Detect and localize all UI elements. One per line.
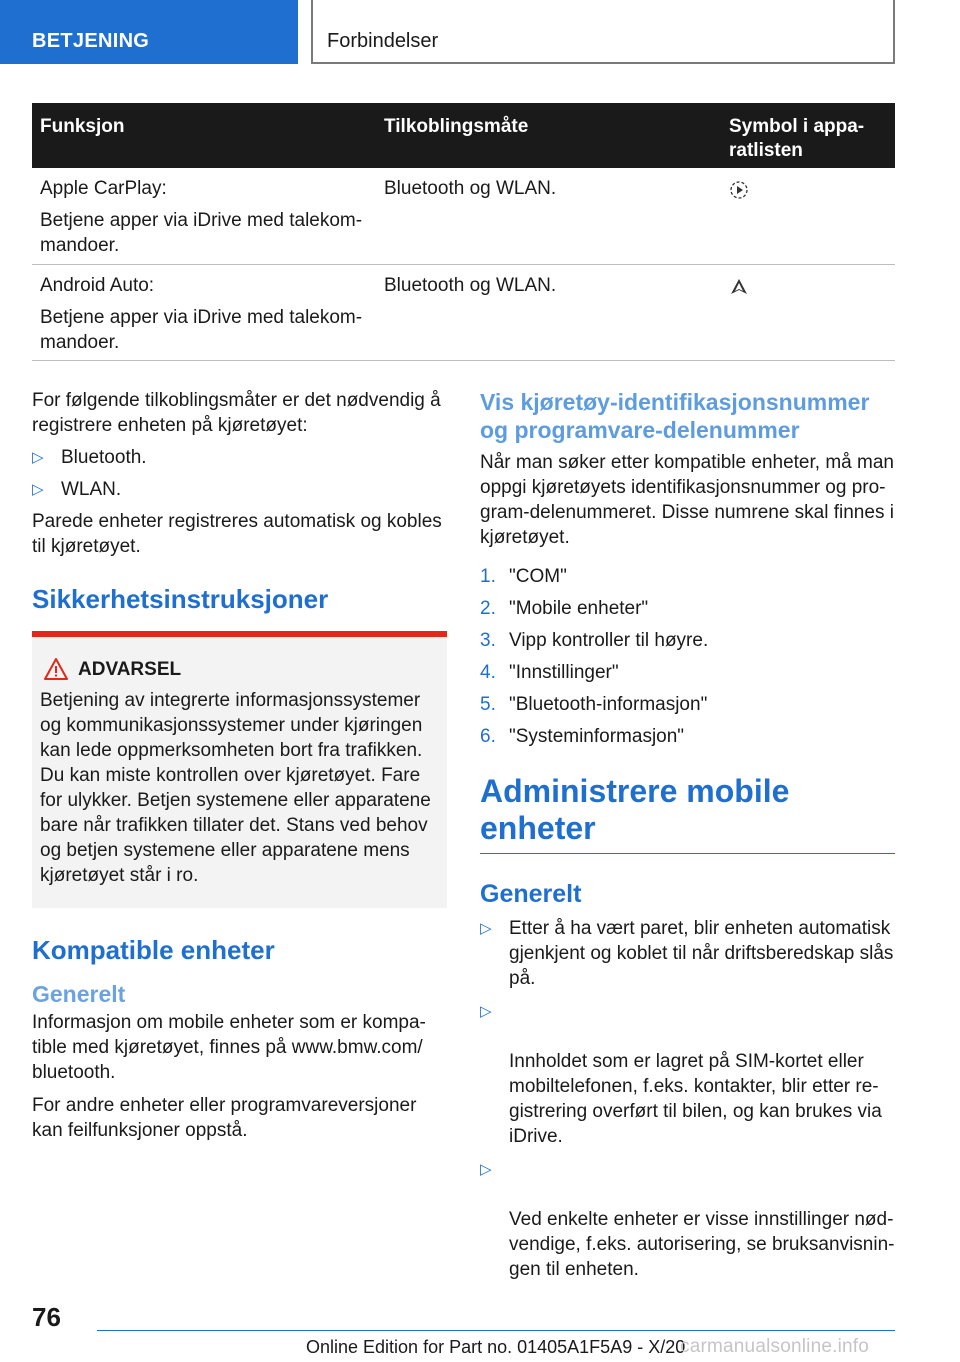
section-tab — [0, 0, 298, 64]
list-item — [480, 1157, 895, 1282]
step-text: Vipp kontroller til høyre. — [509, 630, 709, 651]
triangle-bullet-icon: ▷ — [32, 481, 44, 498]
list-item: 3. Vipp kontroller til høyre. — [480, 630, 709, 651]
watermark: carmanualsonline.info — [680, 1336, 870, 1357]
table-header-row — [32, 103, 895, 168]
triangle-bullet-icon: ▷ — [32, 449, 44, 466]
list-item: 6. "Systeminformasjon" — [480, 726, 685, 747]
step-text: "Systeminformasjon" — [509, 726, 685, 747]
function-desc: Betjene apper via iDrive med talekom- mandoer. — [40, 210, 363, 256]
function-name: Android Auto: — [40, 275, 155, 296]
table-header-connection: Tilkoblingsmåte — [384, 116, 529, 137]
left-column — [32, 388, 447, 1143]
list-item — [480, 999, 895, 1149]
steps-list — [480, 564, 895, 749]
warning-triangle-icon — [43, 657, 69, 681]
bullet-text: Etter å ha vært paret, blir enheten automatisk gjenkjent og koblet til når driftsberedskap slås på. — [509, 918, 894, 989]
admin-subheading: Generelt — [480, 880, 582, 908]
bullet-text: Innholdet som er lagret på SIM-kortet eller mobiltelefonen, f.eks. kontakter, blir etter re- gistrering overført til bilen, og kan brukes via iDrive. — [509, 1051, 882, 1147]
triangle-bullet-icon: ▷ — [480, 1161, 492, 1178]
vin-heading: Vis kjøretøy-identifikasjonsnummer og programvare-delenummer — [480, 389, 870, 443]
chapter-title: Forbindelser — [327, 30, 439, 52]
list-item: 1. "COM" — [480, 566, 567, 587]
step-text: "Mobile enheter" — [509, 598, 649, 619]
table-row — [32, 168, 895, 265]
table-cell-connection: Bluetooth og WLAN. — [384, 178, 557, 199]
android-auto-icon — [729, 277, 749, 297]
function-desc: Betjene apper via iDrive med talekom- mandoer. — [40, 307, 363, 353]
footer-divider — [97, 1330, 895, 1331]
table-header-function: Funksjon — [40, 116, 125, 137]
chapter-tab — [311, 0, 895, 64]
compat-subheading: Generelt — [32, 981, 126, 1007]
step-text: "Bluetooth-informasjon" — [509, 694, 708, 715]
compat-info: Informasjon om mobile enheter som er kompa- tible med kjøretøyet, finnes på www.bmw.com/ bluetooth. — [32, 1012, 426, 1083]
compat-heading: Kompatible enheter — [32, 935, 275, 965]
function-name: Apple CarPlay: — [40, 178, 167, 199]
registration-intro: For følgende tilkoblingsmåter er det nødvendig å registrere enheten på kjøretøyet: — [32, 390, 441, 436]
step-text: "COM" — [509, 566, 567, 587]
table-cell-function — [40, 273, 370, 355]
table-header-symbol: Symbol i appa- ratlisten — [729, 116, 865, 161]
footer-edition: Online Edition for Part no. 01405A1F5A9 - X/20 — [306, 1337, 686, 1357]
list-item: 2. "Mobile enheter" — [480, 598, 649, 619]
list-item: 4. "Innstillinger" — [480, 662, 619, 683]
right-column — [480, 388, 895, 1282]
triangle-bullet-icon: ▷ — [480, 1003, 492, 1020]
table-cell-function — [40, 176, 370, 258]
registration-outro: Parede enheter registreres automatisk og kobles til kjøretøyet. — [32, 511, 442, 557]
bullet-text: Bluetooth. — [61, 447, 147, 468]
triangle-bullet-icon: ▷ — [480, 920, 492, 937]
list-item — [32, 445, 447, 470]
compat-note: For andre enheter eller programvareversjoner kan feilfunksjoner oppstå. — [32, 1095, 417, 1141]
bullet-text: WLAN. — [61, 479, 122, 500]
table-row — [32, 265, 895, 361]
list-item — [32, 477, 447, 502]
warning-box — [32, 631, 447, 908]
admin-heading: Administrere mobile enheter — [480, 773, 895, 854]
step-text: "Innstillinger" — [509, 662, 619, 683]
table-cell-connection: Bluetooth og WLAN. — [384, 275, 557, 296]
warning-text: Betjening av integrerte informasjonssystemer og kommunikasjonssystemer under kjøringen kan lede oppmerksomheten bort fra trafikken. Du kan miste kontrollen over kjøretøyet. Fare for ulykker. Betjen systemene eller apparatene bare når trafikken tillater det. Stans ved behov og betjen systemene eller apparatene mens kjøretøyet står i ro. — [40, 690, 431, 886]
list-item: 5. "Bluetooth-informasjon" — [480, 694, 708, 715]
warning-title: ADVARSEL — [78, 659, 182, 680]
warning-header — [40, 657, 439, 682]
page-number: 76 — [32, 1302, 61, 1332]
vin-text: Når man søker etter kompatible enheter, må man oppgi kjøretøyets identifikasjonsnummer og pro- gram-delenummeret. Disse numrene skal finnes i kjøretøyet. — [480, 452, 894, 548]
section-title: BETJENING — [32, 30, 150, 52]
carplay-icon — [729, 180, 749, 200]
connection-table — [32, 103, 895, 361]
list-item — [480, 916, 895, 991]
safety-heading: Sikkerhetsinstruksjoner — [32, 584, 329, 614]
bullet-text: Ved enkelte enheter er visse innstillinger nød- vendige, f.eks. autorisering, se bruksanvisnin- gen til enheten. — [509, 1209, 895, 1280]
